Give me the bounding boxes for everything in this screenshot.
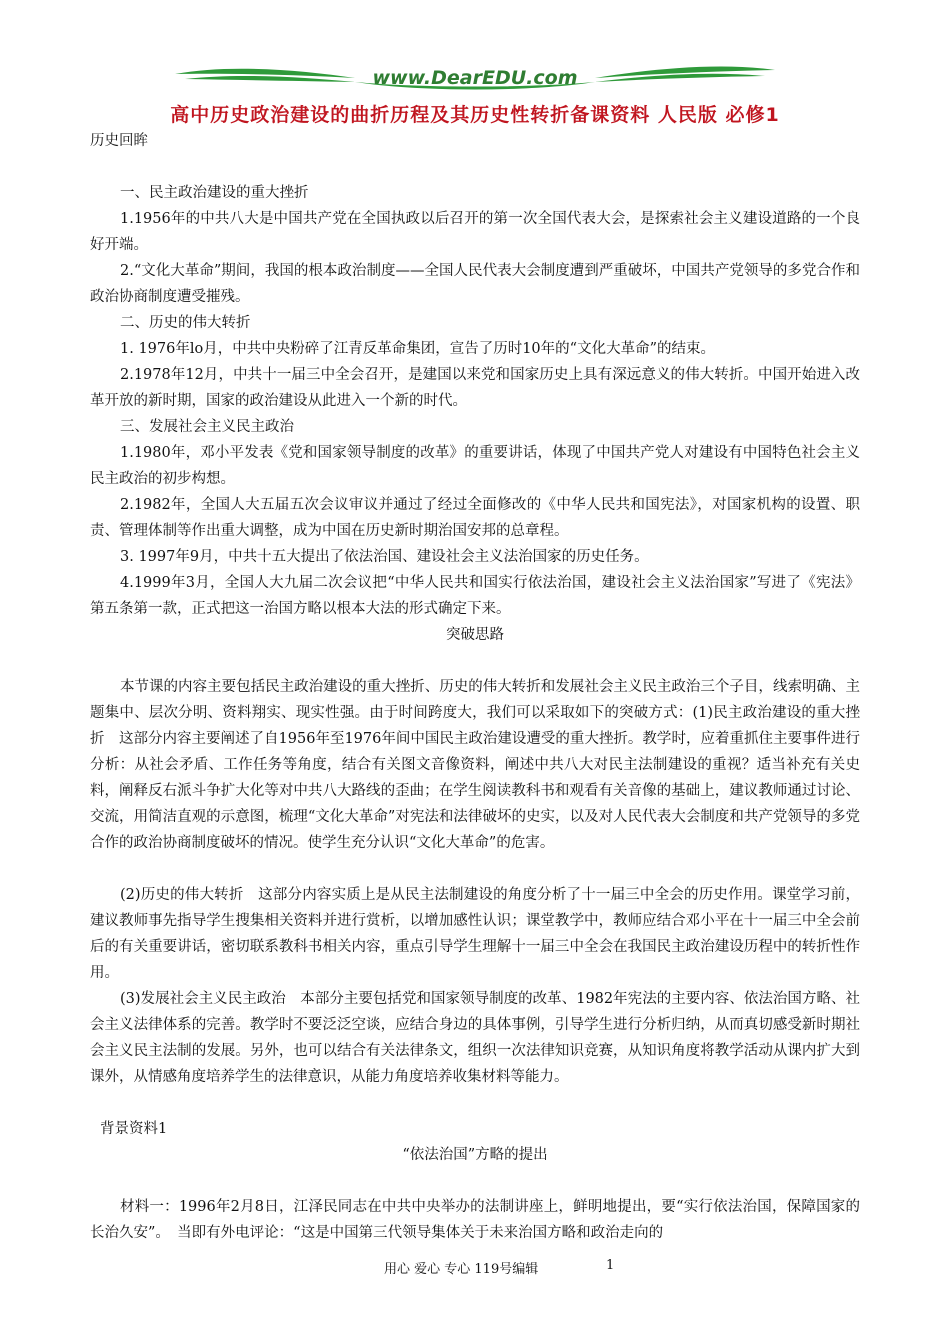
site-logo-text: www.DearEDU.com — [372, 67, 578, 89]
background-label: 背景资料1 — [100, 1121, 168, 1137]
background-paragraph-1: 材料一：1996年2月8日，江泽民同志在中共中央举办的法制讲座上，鲜明地提出，要“实行依法治国，保障国家的长治久安”。 当即有外电评论：“这是中国第三代领导集体关于未来治国方略和政治走向的 — [90, 1199, 860, 1241]
heading-great-turning: 二、历史的伟大转折 — [120, 315, 251, 331]
breakthrough-paragraph-1: 本节课的内容主要包括民主政治建设的重大挫折、历史的伟大转折和发展社会主义民主政治三个子目，线索明确、主题集中、层次分明、资料翔实、现实性强。由于时间跨度大，我们可以采取如下的突破方式：(1)民主政治建设的重大挫折 这部分内容主要阐述了自1956年至1976年间中国民主政治建设遭受的重大挫折。教学时，应着重抓住主要事件进行分析：从社会矛盾、工作任务等角度，结合有关图文音像资料，阐述中共八大对民主法制建设的重视？适当补充有关史料，阐释反右派斗争扩大化等对中共八大路线的歪曲；在学生阅读教科书和观看有关音像的基础上，建议教师通过讨论、交流，用简洁直观的示意图，梳理“文化大革命”对宪法和法律破坏的史实，以及对人民代表大会制度和共产党领导的多党合作的政治协商制度破坏的情况。使学生充分认识“文化大革命”的危害。 — [90, 679, 860, 851]
review-paragraph-4: 2.1978年12月，中共十一届三中全会召开，是建国以来党和国家历史上具有深远意义的伟大转折。中国开始进入改革开放的新时期，国家的政治建设从此进入一个新的时代。 — [90, 367, 860, 409]
review-paragraph-5: 1.1980年，邓小平发表《党和国家领导制度的改革》的重要讲话，体现了中国共产党人对建设有中国特色社会主义民主政治的初步构想。 — [90, 445, 860, 487]
heading-breakthrough: 突破思路 — [446, 627, 504, 643]
review-paragraph-6: 2.1982年，全国人大五届五次会议审议并通过了经过全面修改的《中华人民共和国宪法》，对国家机构的设置、职责、管理体制等作出重大调整，成为中国在历史新时期治国安邦的总章程。 — [90, 497, 860, 539]
footer-text: 用心 爱心 专心 119号编辑 — [384, 1262, 539, 1277]
heading-setbacks: 一、民主政治建设的重大挫折 — [120, 185, 309, 201]
dearedu-logo-banner — [170, 60, 780, 96]
review-paragraph-8: 4.1999年3月，全国人大九届二次会议把“中华人民共和国实行依法治国，建设社会主义法治国家”写进了《宪法》第五条第一款，正式把这一治国方略以根本大法的形式确定下来。 — [90, 575, 860, 617]
review-paragraph-1: 1.1956年的中共八大是中国共产党在全国执政以后召开的第一次全国代表大会，是探索社会主义建设道路的一个良好开端。 — [90, 211, 860, 253]
section-label-history-review: 历史回眸 — [90, 133, 148, 149]
heading-rule-of-law: “依法治国”方略的提出 — [402, 1147, 548, 1163]
review-paragraph-2: 2.“文化大革命”期间，我国的根本政治制度——全国人民代表大会制度遭到严重破坏，中国共产党领导的多党合作和政治协商制度遭受摧残。 — [90, 263, 860, 305]
page-number: 1 — [606, 1258, 615, 1273]
review-paragraph-7: 3. 1997年9月，中共十五大提出了依法治国、建设社会主义法治国家的历史任务。 — [120, 549, 649, 565]
breakthrough-paragraph-3: (3)发展社会主义民主政治 本部分主要包括党和国家领导制度的改革、1982年宪法的主要内容、依法治国方略、社会主义法律体系的完善。教学时不要泛泛空谈，应结合身边的具体事例，引导学生进行分析归纳，从而真切感受新时期社会主义民主法制的发展。另外，也可以结合有关法律条文，组织一次法律知识竞赛，从知识角度将教学活动从课内扩大到课外，从情感角度培养学生的法律意识，从能力角度培养收集材料等能力。 — [90, 991, 860, 1085]
heading-socialist-democracy: 三、发展社会主义民主政治 — [120, 419, 294, 435]
review-paragraph-3: 1. 1976年lo月，中共中央粉碎了江青反革命集团，宣告了历时10年的“文化大革命”的结束。 — [120, 341, 715, 357]
breakthrough-paragraph-2: (2)历史的伟大转折 这部分内容实质上是从民主法制建设的角度分析了十一届三中全会的历史作用。课堂学习前，建议教师事先指导学生搜集相关资料并进行赏析，以增加感性认识；课堂教学中，教师应结合邓小平在十一届三中全会前后的有关重要讲话，密切联系教科书相关内容，重点引导学生理解十一届三中全会在我国民主政治建设历程中的转折性作用。 — [90, 887, 860, 981]
document-title: 高中历史政治建设的曲折历程及其历史性转折备课资料 人民版 必修1 — [170, 104, 780, 126]
